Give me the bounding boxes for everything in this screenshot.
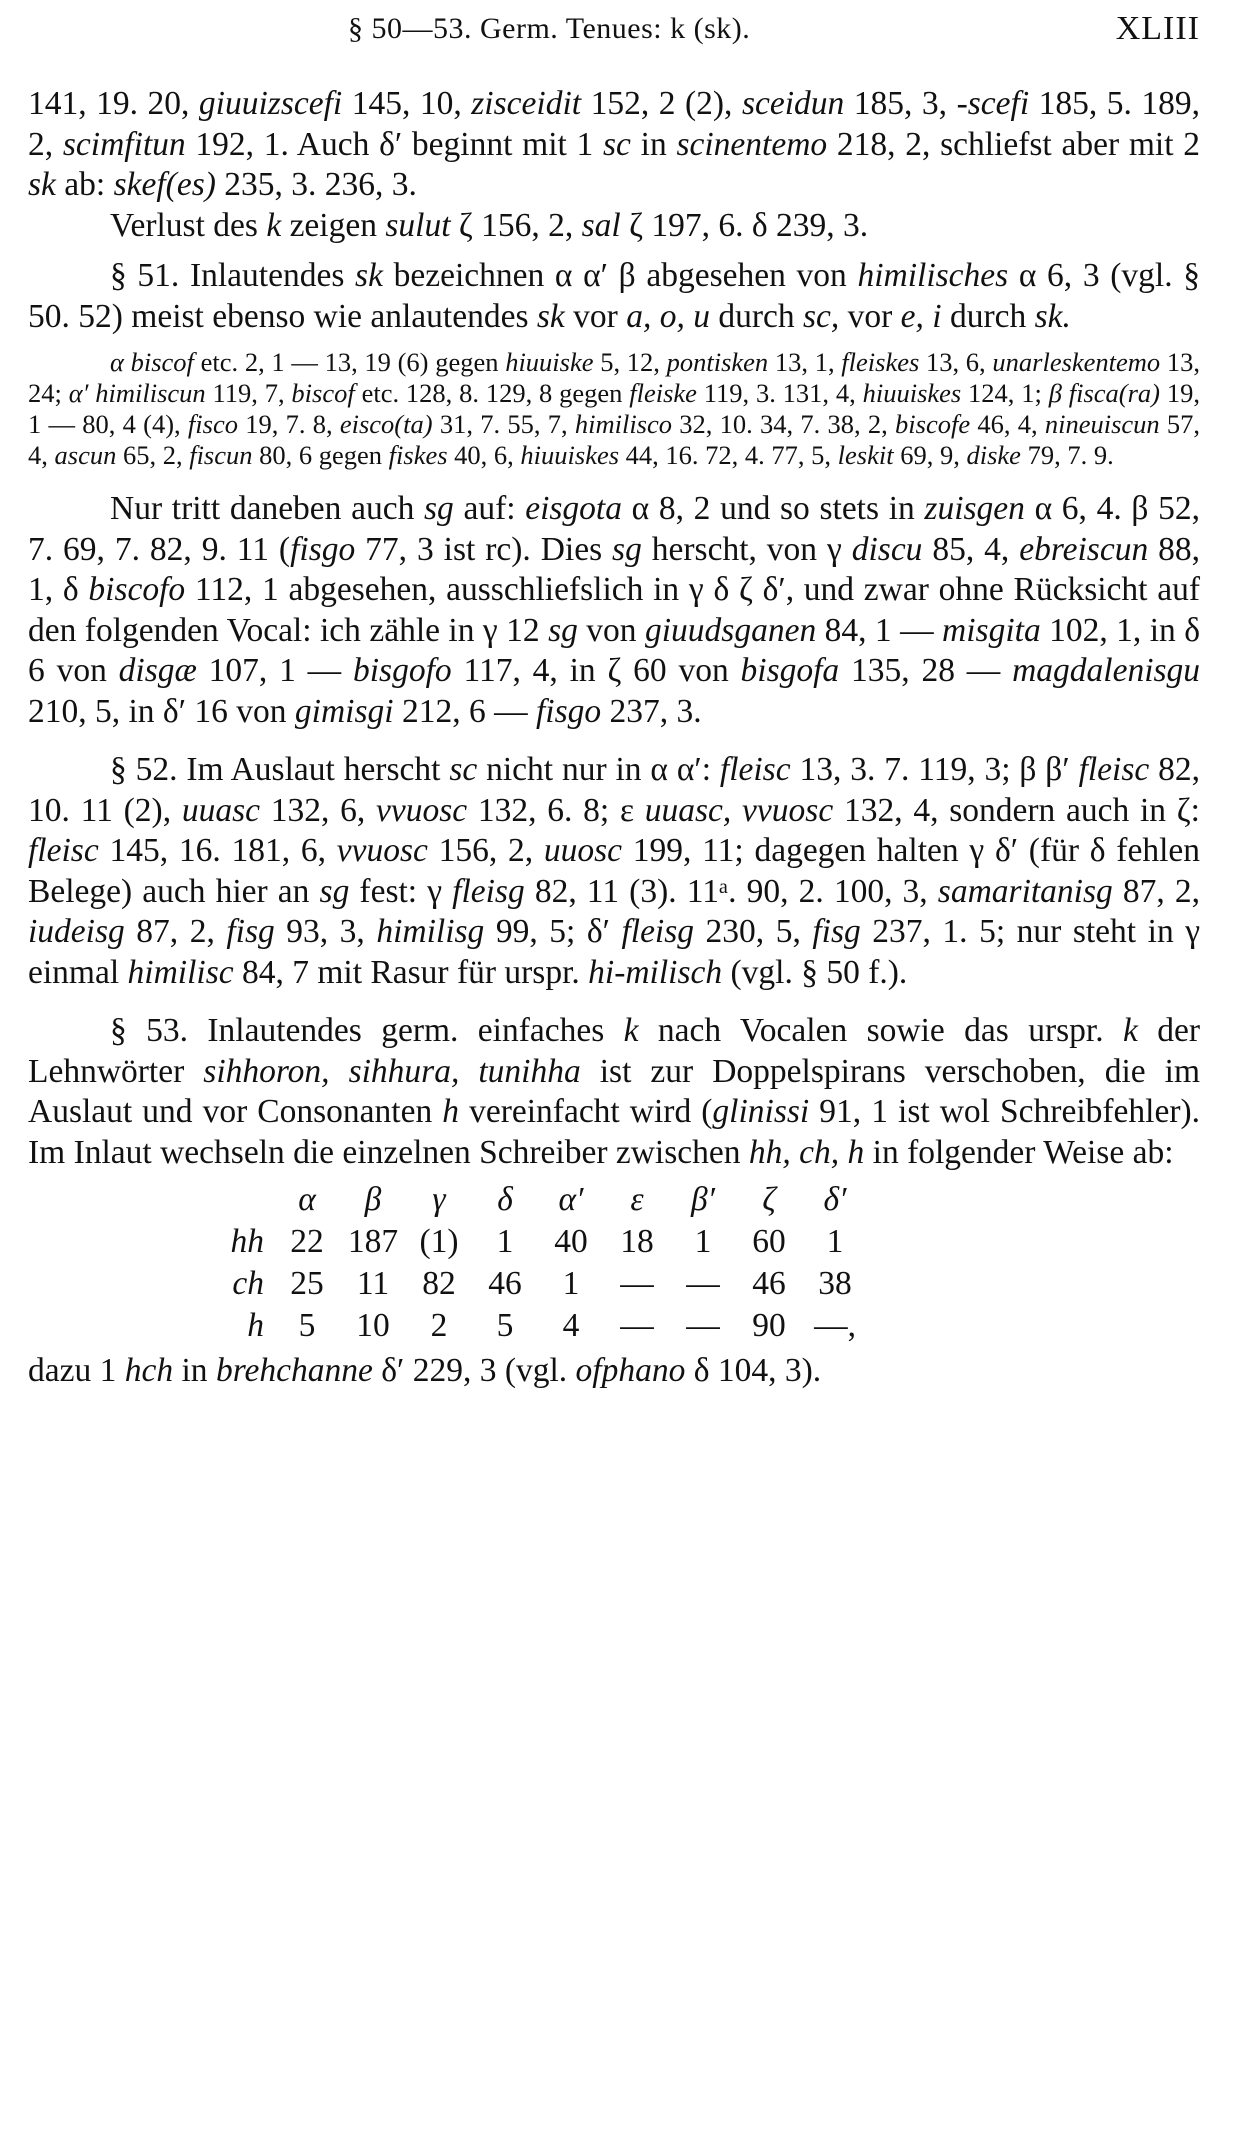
book-page [28,0,1200,1392]
italic-term: α′ himiliscun [68,378,206,408]
italic-term: uuosc [543,832,623,869]
italic-term: bisgofa [740,652,840,689]
text-run: ab: [55,166,114,203]
text-run: 117, 4, in ζ 60 von [451,652,741,689]
text-run: 84, 7 mit Rasur für urspr. [233,953,589,991]
italic-term: biscof [291,378,355,408]
page-body [28,84,1200,1392]
text-run: 141, 19. 20, [28,85,199,122]
text-run: 199, 11; dagegen halten γ δ′ (für δ fehlen Belege) auch hier an [28,832,1201,910]
text-run: dazu 1 [28,1352,125,1389]
row-label: hh [230,1222,264,1260]
italic-term: sc [603,125,631,163]
text-run: 135, 28 — [839,652,1013,689]
italic-term: iudeisg [28,913,125,950]
text-run: δ 104, 3). [685,1352,822,1389]
italic-term: fleisc [1078,751,1150,788]
text-run: 5, 12, [593,347,667,377]
italic-term: ebreiscun [1019,530,1149,568]
italic-term: hch [124,1352,174,1389]
italic-term: giuudsganen [644,611,817,649]
text-run: 230, 5, [694,913,813,950]
table-row [28,1221,1200,1263]
text-run: nach Vocalen sowie das urspr. [638,1012,1123,1049]
italic-term: k [1122,1012,1138,1049]
italic-term: h [442,1093,460,1130]
text-run: 13, 6, [919,347,993,377]
text-run: 218, 2, schliefst aber mit 2 [827,125,1200,163]
text-run: 40, 6, [447,440,521,470]
column-header: β [364,1180,382,1218]
italic-term: fleiske [629,378,697,408]
text-run: Nur tritt daneben auch [110,490,424,527]
table-row [28,1263,1200,1305]
italic-term: sulut [385,206,451,244]
row-label: ch [232,1264,264,1302]
text-run: 79, 7. 9. [1020,440,1114,470]
running-header [28,6,1200,56]
italic-term: fleiskes [841,347,920,377]
text-run: 44, 16. 72, 4. 77, 5, [619,440,838,470]
table-cell: 38 [818,1264,852,1302]
column-header: γ [432,1180,446,1218]
text-run: α 6, 3 (vgl. § 50. 52) meist ebenso wie anlautendes [28,257,1201,335]
text-run: 82, 11 (3). 11ᵃ. 90, 2. 100, 3, [524,872,938,910]
text-run: 80, 6 gegen [252,440,389,470]
text-run: der Lehnwörter [28,1012,1200,1090]
text-run: 46, 4, [970,409,1045,439]
italic-term: sg [424,490,454,527]
italic-term: sal [581,206,621,244]
italic-term: hiuuiskes [520,440,620,470]
text-run: 65, 2, [116,440,190,470]
text-run: 237, 1. 5; nur steht in γ einmal [28,913,1201,991]
italic-term: fisg [812,913,861,950]
table-cell: 5 [298,1306,316,1344]
table-cell: — [686,1306,720,1344]
table-cell: — [686,1264,720,1302]
italic-term: glinissi [712,1093,810,1130]
italic-term: sg [319,872,350,910]
italic-term: fisco [187,409,238,439]
text-run: 69, 9, [893,440,967,470]
text-run: 84, 1 — [816,611,943,649]
italic-term: fleisg [452,872,525,910]
text-run: 192, 1. Auch δ′ beginnt mit 1 [185,125,604,163]
italic-term: fleisc [719,751,791,788]
italic-term: sk. [1034,297,1071,335]
text-run: 13, 1, [768,347,842,377]
italic-term: samaritanisg [937,872,1113,910]
paragraph-closing [28,1351,1200,1392]
italic-term: sk [28,166,56,203]
italic-term: hi-milisch [588,953,723,991]
italic-term: a, o, u [626,297,710,335]
paragraph-section-51 [28,256,1200,337]
text-run: 152, 2 (2), [581,85,742,122]
text-run: etc. 128, 8. 129, 8 gegen [354,378,630,408]
page-number: XLIII [1115,10,1200,47]
italic-term: disgæ [118,652,197,689]
text-run: α 6, 4. β 52, 7. 69, 7. 82, 9. 11 ( [28,490,1200,568]
table-cell: 1 [496,1222,514,1260]
text-run: 77, 3 ist rc). Dies [355,530,613,568]
running-title: § 50—53. Germ. Tenues: k (sk). [348,12,751,45]
column-header: δ′ [823,1180,847,1218]
text-run: 85, 4, [922,530,1020,568]
italic-term: hh, ch, h [748,1133,865,1171]
text-run: 112, 1 abgesehen, ausschliefslich in γ δ ζ δ′, und zwar ohne Rücksicht auf den folgenden Vocal: ich zähle in γ 12 [28,571,1200,649]
text-run: 119, 7, [205,378,292,408]
text-run: 57, 4, [28,409,1201,470]
table-cell: 90 [752,1306,786,1344]
italic-term: sihhoron, sihhura, tunihha [203,1052,581,1090]
italic-term: vvuosc [375,791,468,829]
text-run: 93, 3, [274,913,377,950]
italic-term: sc, [802,297,840,335]
paragraph-nur-tritt [28,489,1200,732]
table-cell: 187 [347,1222,399,1260]
text-run: 185, 5. 189, 2, [28,85,1201,163]
table-cell: 4 [562,1306,580,1344]
text-run: 31, 7. 55, 7, [432,409,575,439]
italic-term: fiskes [388,440,448,470]
text-run: § 53. Inlautendes germ. einfaches [110,1012,624,1049]
text-run: 87, 2, [124,913,227,950]
text-run: 145, 10, [342,85,472,122]
table-cell: 18 [620,1222,654,1260]
italic-term: leskit [837,440,894,470]
italic-term: sk [536,297,565,335]
text-run: bezeichnen α α′ β abgesehen von [382,257,858,294]
italic-term: fisgo [535,692,602,730]
italic-term: zuisgen [924,490,1025,527]
italic-term: vvuosc [336,832,428,869]
table-cell: — [620,1306,654,1344]
text-run: α 8, 2 und so stets in [622,490,925,527]
text-run: 235, 3. 236, 3. [215,166,417,203]
italic-term: sceidun [741,85,845,122]
italic-term: pontisken [666,347,769,377]
text-run: in [630,125,677,163]
text-run: 19, 7. 8, [237,409,340,439]
italic-term: misgita [942,611,1041,649]
table-cell: 1 [826,1222,844,1260]
text-run: 87, 2, [1112,872,1200,910]
italic-term: -scefi [956,85,1030,122]
table-cell: 22 [290,1222,324,1260]
table-cell: 60 [752,1222,786,1260]
text-run: 156, 2, [427,832,544,869]
text-run: 132, 4, sondern auch in ζ: [833,791,1200,829]
italic-term: fiscun [189,440,253,470]
text-run: vor [839,297,901,335]
text-run: zeigen [281,206,386,244]
table-body [28,1221,1200,1347]
italic-term: fleisc [28,832,99,869]
table-cell: — [620,1264,654,1302]
text-run: ist zur Doppelspirans verschoben, die im Auslaut und vor Consonanten [28,1052,1201,1130]
italic-term: discu [851,530,923,568]
table-cell: 1 [694,1222,712,1260]
text-run: § 52. Im Auslaut herscht [110,751,450,788]
text-run: 13, 3. 7. 119, 3; β β′ [790,751,1079,788]
text-run: ζ 197, 6. δ 239, 3. [620,206,869,244]
italic-term: sg [612,530,642,568]
row-label: h [247,1306,264,1344]
paragraph-section-52 [28,750,1200,993]
text-run: 212, 6 — [393,692,536,730]
italic-term: unarleskentemo [992,347,1161,377]
italic-term: hiuuiske [505,347,594,377]
text-run: 82, 10. 11 (2), [28,751,1201,829]
spelling-table [28,1179,1200,1347]
text-run: 32, 10. 34, 7. 38, 2, [672,409,896,439]
text-run: (vgl. § 50 f.). [722,953,908,991]
italic-term: brehchanne [215,1352,373,1389]
text-run: 102, 1, in δ 6 von [28,611,1201,689]
italic-term: ofphano [575,1352,686,1389]
text-run: 124, 1; [961,378,1049,408]
italic-term: scimfitun [62,125,186,163]
italic-term: biscofe [895,409,971,439]
column-header: ε [630,1180,644,1218]
table-cell: 11 [356,1264,390,1302]
text-run: 99, 5; δ′ [484,913,622,950]
italic-term: α biscof [110,347,194,377]
text-run: δ′ 229, 3 (vgl. [372,1352,576,1389]
table-cell: 2 [430,1306,448,1344]
column-header: β′ [690,1180,715,1218]
text-run: 91, 1 ist wol Schreibfehler). Im Inlaut wechseln die einzelnen Schreiber zwischen [28,1093,1201,1171]
text-run: ζ 156, 2, [450,206,582,244]
column-header: δ [497,1180,513,1218]
text-run: nicht nur in α α′: [477,751,720,788]
table-cell: —, [814,1306,856,1344]
text-run: auf: [453,490,526,527]
text-run: 107, 1 — [196,652,353,689]
italic-term: magdalenisgu [1012,652,1201,689]
text-run: vor [564,297,627,335]
italic-term: scinentemo [676,125,828,163]
italic-term: gimisgi [294,692,394,730]
column-header: α′ [558,1180,584,1218]
table-header-row [28,1179,1200,1221]
italic-term: sc [449,751,478,788]
text-run: § 51. Inlautendes [110,257,356,294]
italic-term: uuasc [181,791,260,829]
text-run: von [577,611,645,649]
italic-term: uuasc, vvuosc [644,791,834,829]
text-run: fest: γ [349,872,453,910]
italic-term: sg [548,611,578,649]
italic-term: himilisc [127,953,234,991]
italic-term: fleisg [621,913,695,950]
text-run: 145, 16. 181, 6, [98,832,337,869]
italic-term: zisceidit [471,85,582,122]
table-cell: 5 [496,1306,514,1344]
text-run: 13, 24; [28,347,1201,408]
paragraph-section-51-evidence [28,347,1200,471]
table-cell: 10 [356,1306,390,1344]
text-run: 210, 5, in δ′ 16 von [28,692,295,730]
paragraph-continuation [28,84,1200,206]
column-header: α [298,1180,316,1218]
text-run: 132, 6. 8; ε [467,791,645,829]
text-run: 132, 6, [259,791,376,829]
text-run: Verlust des [110,206,267,244]
text-run: 19, 1 — 80, 4 (4), [28,378,1200,439]
text-run: 185, 3, [844,85,957,122]
paragraph-section-53 [28,1011,1200,1173]
italic-term: skef(es) [113,166,216,203]
text-run: vereinfacht wird ( [459,1093,713,1130]
italic-term: k [623,1012,639,1049]
text-run: in folgender Weise ab: [864,1133,1174,1171]
table-cell: 82 [422,1264,456,1302]
table-cell: 46 [752,1264,786,1302]
text-run: durch [941,297,1035,335]
table-cell: (1) [419,1222,459,1260]
italic-term: sk [355,257,383,294]
italic-term: fisg [226,913,275,950]
italic-term: hiuuiskes [862,378,962,408]
table-cell: 46 [488,1264,522,1302]
italic-term: biscofo [88,571,186,608]
text-run: 119, 3. 131, 4, [696,378,863,408]
table-cell: 40 [554,1222,588,1260]
italic-term: himilisg [376,913,485,950]
text-run: durch [709,297,803,335]
italic-term: bisgofo [352,652,452,689]
column-header: ζ [762,1180,776,1218]
italic-term: fisgo [290,530,356,568]
text-run: etc. 2, 1 — 13, 19 (6) gegen [193,347,506,377]
text-run: 237, 3. [601,692,702,730]
italic-term: nineuiscun [1044,409,1160,439]
text-run: herscht, von γ [641,530,852,568]
italic-term: himilisco [574,409,673,439]
paragraph-verlust [28,206,1200,247]
text-run: 88, 1, δ [28,530,1201,608]
table-cell: 25 [290,1264,324,1302]
text-run: in [173,1352,216,1389]
italic-term: eisco(ta) [339,409,433,439]
italic-term: β fisca(ra) [1048,378,1160,408]
italic-term: diske [966,440,1021,470]
table-cell: 1 [562,1264,580,1302]
italic-term: k [266,206,282,244]
italic-term: ascun [54,440,117,470]
italic-term: himilisches [857,257,1009,294]
table-row [28,1305,1200,1347]
italic-term: eisgota [525,490,622,527]
italic-term: e, i [900,297,942,335]
italic-term: giuuizscefi [198,85,343,122]
